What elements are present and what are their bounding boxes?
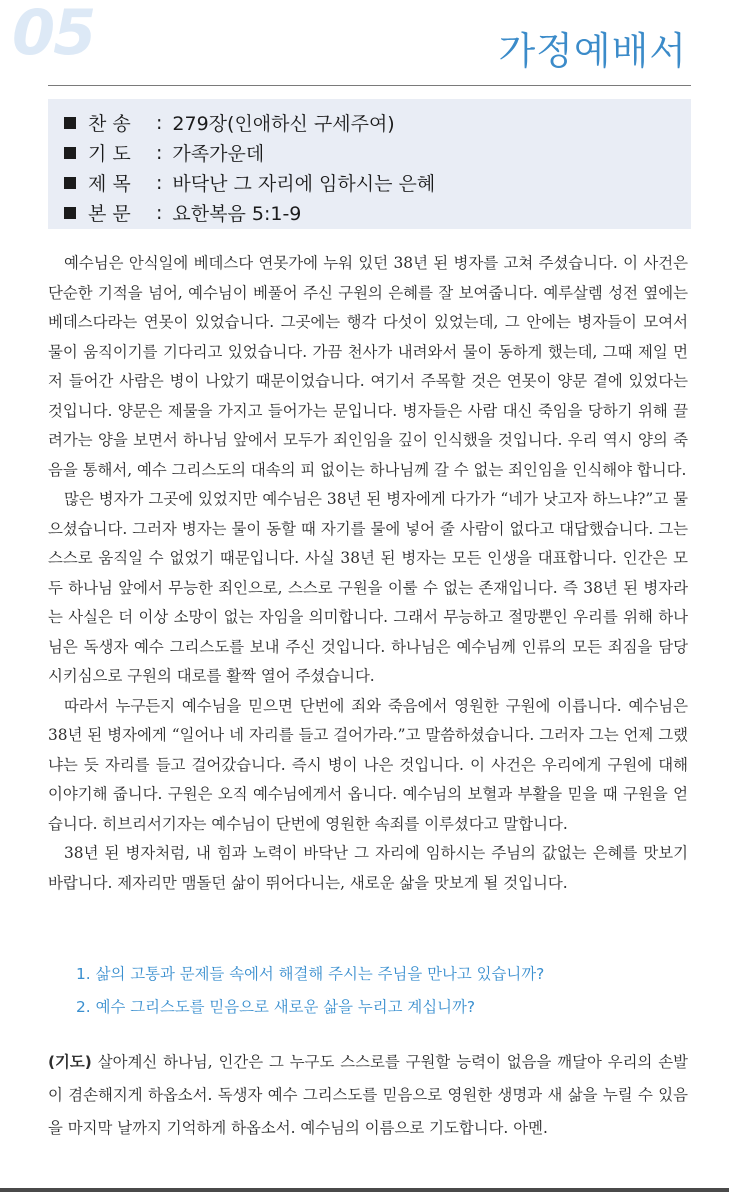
info-row-hymn (64, 109, 395, 136)
info-label: 제 목 (88, 173, 131, 195)
header-divider (48, 85, 691, 86)
sermon-paragraph: 38년 된 병자처럼, 내 힘과 노력이 바닥난 그 자리에 임하시는 주님의 값없는 은혜를 맛보기 바랍니다. 제자리만 맴돌던 삶이 뛰어다니는, 새로운 삶을 맛보게 될 것입니다. (48, 844, 688, 892)
closing-prayer (48, 1046, 688, 1145)
discussion-questions (76, 958, 696, 1024)
info-value: 요한복음 5:1-9 (172, 203, 302, 225)
info-row-scripture (64, 199, 301, 226)
question-item: 1. 삶의 고통과 문제들 속에서 해결해 주시는 주님을 만나고 있습니까? (76, 965, 545, 983)
sermon-paragraph: 따라서 누구든지 예수님을 믿으면 단번에 죄와 죽음에서 영원한 구원에 이릅니다. 예수님은 38년 된 병자에게 “일어나 네 자리를 들고 걸어가라.”고 말씀하셨습니다. 그러자 그는 언제 그랬냐는 듯 자리를 들고 걸어갔습니다. 즉시 병이 나은 것입니다. 이 사건은 우리에게 구원에 대해 이야기해 줍니다. 구원은 오직 예수님에게서 옵니다. 예수님의 보혈과 부활을 믿을 때 구원을 얻습니다. 히브리서기자는 예수님이 단번에 영원한 속죄를 이루셨다고 말합니다. (48, 696, 688, 833)
square-bullet-icon (64, 207, 76, 219)
colon-separator: : (156, 111, 163, 134)
prayer-label: (기도) (48, 1053, 92, 1071)
footer-divider (0, 1188, 729, 1192)
info-row-topic (64, 169, 435, 196)
question-item: 2. 예수 그리스도를 믿음으로 새로운 삶을 누리고 계십니까? (76, 998, 476, 1016)
info-label: 찬 송 (88, 113, 131, 135)
square-bullet-icon (64, 177, 76, 189)
colon-separator: : (156, 171, 163, 194)
info-row-prayer (64, 139, 264, 166)
sermon-paragraph: 예수님은 안식일에 베데스다 연못가에 누워 있던 38년 된 병자를 고쳐 주셨습니다. 이 사건은 단순한 기적을 넘어, 예수님이 베풀어 주신 구원의 은혜를 잘 보여줍니다. 예루살렘 성전 옆에는 베데스다라는 연못이 있었습니다. 그곳에는 행각 다섯이 있었는데, 그 안에는 병자들이 모여서 물이 움직이기를 기다리고 있었습니다. 가끔 천사가 내려와서 물이 동하게 했는데, 그때 제일 먼저 들어간 사람은 병이 나았기 때문이었습니다. 여기서 주목할 것은 연못이 양문 곁에 있었다는 것입니다. 양문은 제물을 가지고 들어가는 문입니다. 병자들은 사람 대신 죽임을 당하기 위해 끌려가는 양을 보면서 하나님 앞에서 모두가 죄인임을 깊이 인식했을 것입니다. 우리 역시 양의 죽음을 통해서, 예수 그리스도의 대속의 피 없이는 하나님께 갈 수 없는 죄인임을 인식해야 합니다. (48, 254, 688, 479)
colon-separator: : (156, 141, 163, 164)
info-label: 본 문 (88, 203, 131, 225)
prayer-text: 살아계신 하나님, 인간은 그 누구도 스스로를 구원할 능력이 없음을 깨달아 우리의 손발이 겸손해지게 하옵소서. 독생자 예수 그리스도를 믿음으로 영원한 생명과 새 삶을 누릴 수 있음을 마지막 날까지 기억하게 하옵소서. 예수님의 이름으로 기도합니다. 아멘. (48, 1053, 688, 1137)
square-bullet-icon (64, 117, 76, 129)
sermon-body (48, 249, 688, 898)
info-value: 279장(인애하신 구세주여) (172, 113, 395, 135)
sermon-paragraph: 많은 병자가 그곳에 있었지만 예수님은 38년 된 병자에게 다가가 “네가 낫고자 하느냐?”고 물으셨습니다. 그러자 병자는 물이 동할 때 자기를 물에 넣어 줄 사람이 없다고 대답했습니다. 그는 스스로 움직일 수 없었기 때문입니다. 사실 38년 된 병자는 모든 인생을 대표합니다. 인간은 모두 하나님 앞에서 무능한 죄인으로, 스스로 구원을 이룰 수 없는 존재입니다. 즉 38년 된 병자라는 사실은 더 이상 소망이 없는 자임을 의미합니다. 그래서 무능하고 절망뿐인 우리를 위해 하나님은 독생자 예수 그리스도를 보내 주신 것입니다. 하나님은 예수님께 인류의 모든 죄짐을 담당시키심으로 구원의 대로를 활짝 열어 주셨습니다. (48, 490, 688, 685)
page-title: 가정예배서 (498, 29, 687, 73)
info-value: 바닥난 그 자리에 임하시는 은혜 (172, 173, 436, 195)
square-bullet-icon (64, 147, 76, 159)
worship-info-box (48, 99, 691, 229)
info-label: 기 도 (88, 143, 131, 165)
info-value: 가족가운데 (172, 143, 265, 165)
page-number: 05 (12, 0, 95, 69)
colon-separator: : (156, 201, 163, 224)
